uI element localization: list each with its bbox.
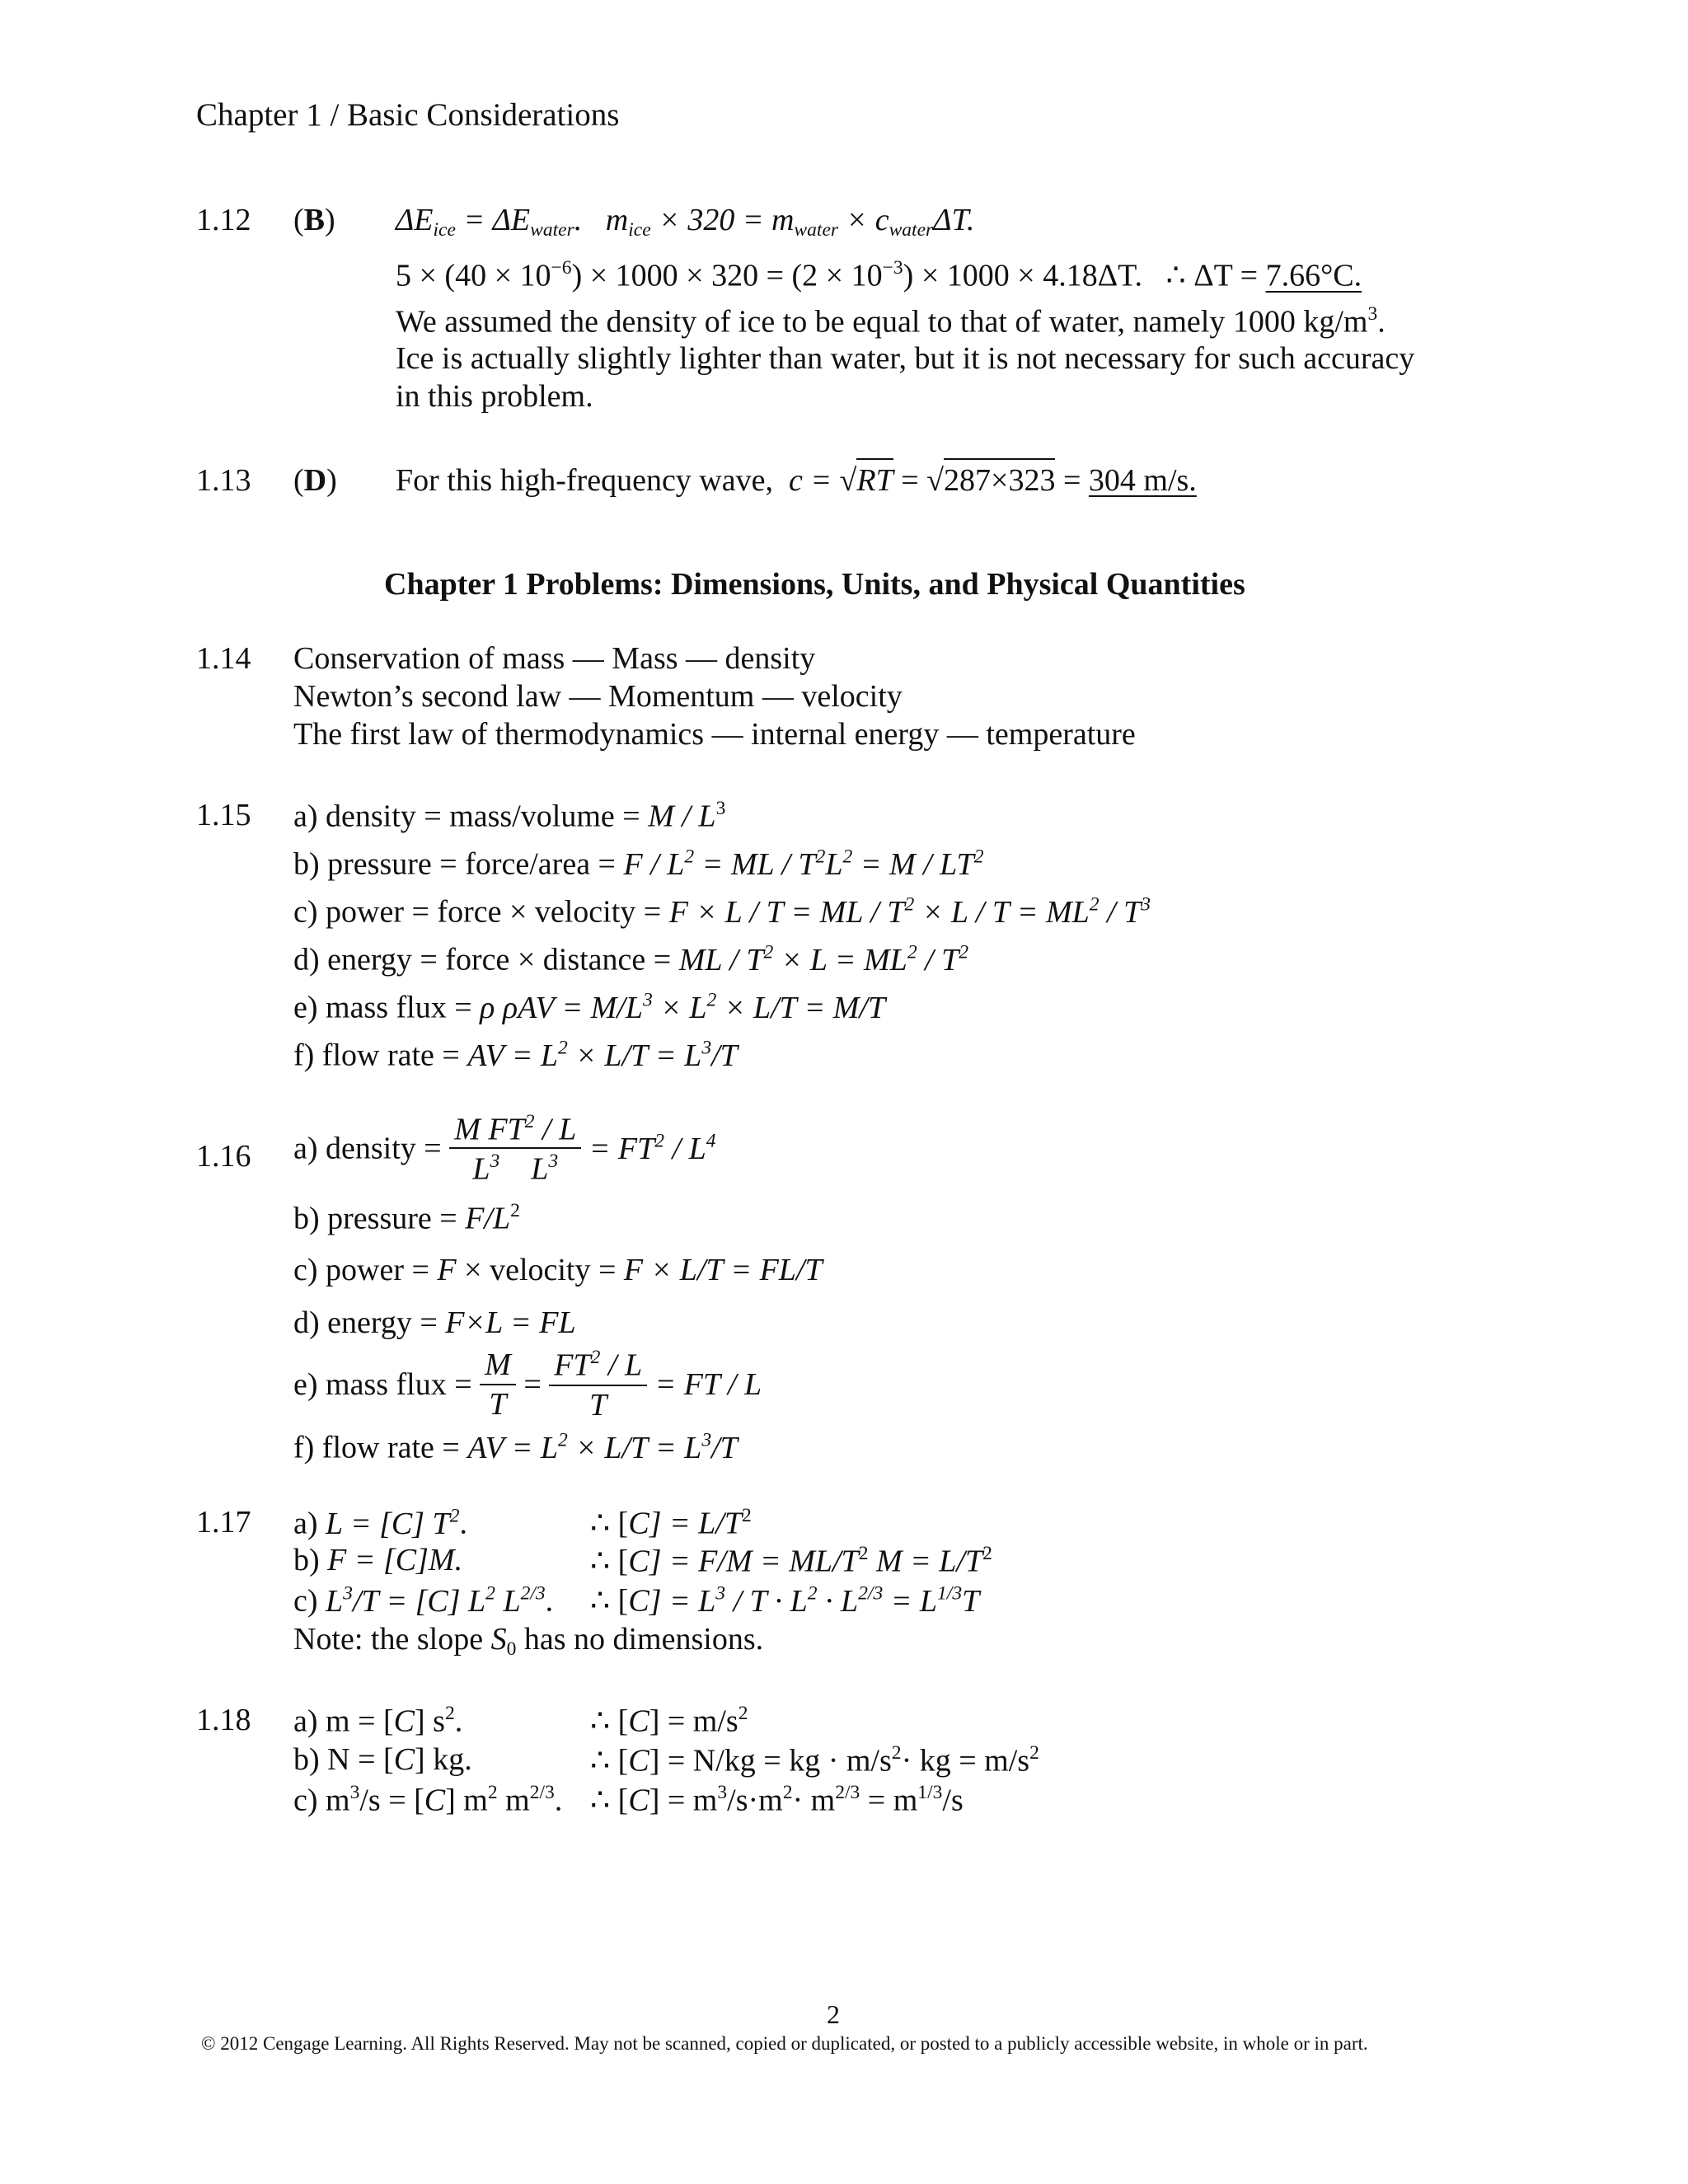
equation-line: b) N = [C] kg. — [293, 1742, 472, 1777]
fraction: $\frac{M FT^2 / L}{L^3 L^3}$ — [449, 1113, 581, 1184]
equation-line: $5 \times (40 \times 10^{-6}) \times 1000 \times 320 = (2 \times 10^{-3}) \times 1000 \times 4.18\Delta T$. ∴ ΔT = 7.66°C. — [396, 257, 1362, 293]
equation-line: c) power = force × velocity = F × L / T = ML / $T^2 \times L / T = ML^2 / T^3$ — [293, 893, 1151, 930]
text-line: The first law of thermodynamics — internal energy — temperature — [293, 717, 1136, 752]
fraction: $\frac{FT^2 / L}{T}$ — [549, 1348, 647, 1421]
equation-line: b) F = [C]M. — [293, 1543, 463, 1577]
equation-line: e) mass flux = ρ $\rho AV = M/L^3 \times L^2 \times L/T = M/T$ — [293, 989, 886, 1025]
equation-result: ∴ $[C] = m^3/s\cdot m^2\cdot m^{2/3} = m^{1/3}/s$ — [590, 1782, 964, 1818]
problem-number: 1.17 — [196, 1505, 251, 1540]
equation-line: $\Delta E_{ice} = \Delta E_{water}$. $m_{ice} \times 320 = m_{water} \times c_{water}\Delta T$. — [396, 203, 975, 241]
copyright-notice: © 2012 Cengage Learning. All Rights Reserved. May not be scanned, copied or duplicated, or posted to a publicly accessible website, in whole or in part. — [201, 2033, 1368, 2054]
equation-line: c) $L^3/T = [C]$ $L^2$ $L^{2/3}$. — [293, 1582, 554, 1619]
equation-line: a) L = [C] $T^2$. — [293, 1505, 467, 1541]
text-line: Ice is actually slightly lighter than water, but it is not necessary for such accuracy — [396, 341, 1415, 376]
answer-value: 7.66°C. — [1265, 258, 1362, 293]
problem-number: 1.16 — [196, 1139, 251, 1174]
equation-result: ∴ $[C] = L^3 / T \cdot L^2 \cdot L^{2/3} = L^{1/3}T$ — [590, 1582, 980, 1619]
problem-number: 1.18 — [196, 1703, 251, 1737]
answer-choice: (B) — [293, 203, 335, 237]
text-line: For this high-frequency wave, c = √RT = √287×323 = 304 m/s. — [396, 465, 1197, 496]
page-number: 2 — [827, 1999, 840, 2029]
equation-result: ∴ $[C] = m/s^2$ — [590, 1703, 748, 1739]
equation-line: f) flow rate = AV = $L^2 \times L/T = L^3/T$ — [293, 1037, 738, 1073]
equation-line: c) power = F × velocity = F × L/T = FL/T — [293, 1253, 823, 1287]
text-line: Conservation of mass — Mass — density — [293, 641, 816, 676]
text-line: We assumed the density of ice to be equal to that of water, namely 1000 $kg/m^3$. — [396, 303, 1386, 340]
note-line: Note: the slope $S_0$ has no dimensions. — [293, 1622, 764, 1661]
section-title: Chapter 1 Problems: Dimensions, Units, and Physical Quantities — [384, 567, 1245, 602]
equation-line: d) energy = force × distance = ML / $T^2 \times L = ML^2 / T^2$ — [293, 941, 969, 977]
equation-line: f) flow rate = AV = $L^2 \times L/T = L^3/T$ — [293, 1429, 738, 1465]
text-line: Newton’s second law — Momentum — velocity — [293, 679, 903, 714]
equation-line: e) mass flux = $\frac{M}{T}$ = $\frac{FT^2 / L}{T}$ = FT / L — [293, 1347, 762, 1422]
answer-choice: (D) — [293, 463, 337, 498]
equation-line: d) energy = F×L = FL — [293, 1305, 576, 1340]
answer-value: 304 m/s. — [1088, 463, 1197, 498]
equation-line: c) $m^3/s = [C]$ $m^2$ $m^{2/3}$. — [293, 1782, 563, 1818]
equation-result: ∴ $[C] = L/T^2$ — [590, 1505, 752, 1541]
equation-line: a) density = mass/volume = M / $L^3$ — [293, 798, 726, 834]
equation-line: b) pressure = force/area = F / $L^2$ = ML / $T^2L^2 = M / LT^2$ — [293, 846, 984, 882]
equation-line: b) pressure = $F/L^2$ — [293, 1200, 520, 1236]
problem-number: 1.12 — [196, 203, 251, 237]
equation-result: ∴ [C] = N/kg = kg · $m/s^2\cdot$ kg = $m/s^2$ — [590, 1742, 1039, 1779]
problem-number: 1.13 — [196, 463, 251, 498]
problem-number: 1.14 — [196, 641, 251, 676]
equation-result: ∴ $[C] = F/M = ML/T^2$ $M = L/T^2$ — [590, 1543, 992, 1579]
equation-line: a) m = [C] $s^2$. — [293, 1703, 463, 1739]
running-head: Chapter 1 / Basic Considerations — [196, 97, 620, 133]
fraction: $\frac{M}{T}$ — [480, 1349, 516, 1420]
equation-line: a) density = $\frac{M FT^2 / L}{L^3 L^3}$ = $FT^2 / L^4$ — [293, 1111, 716, 1187]
text-line: in this problem. — [396, 379, 593, 414]
problem-number: 1.15 — [196, 798, 251, 832]
